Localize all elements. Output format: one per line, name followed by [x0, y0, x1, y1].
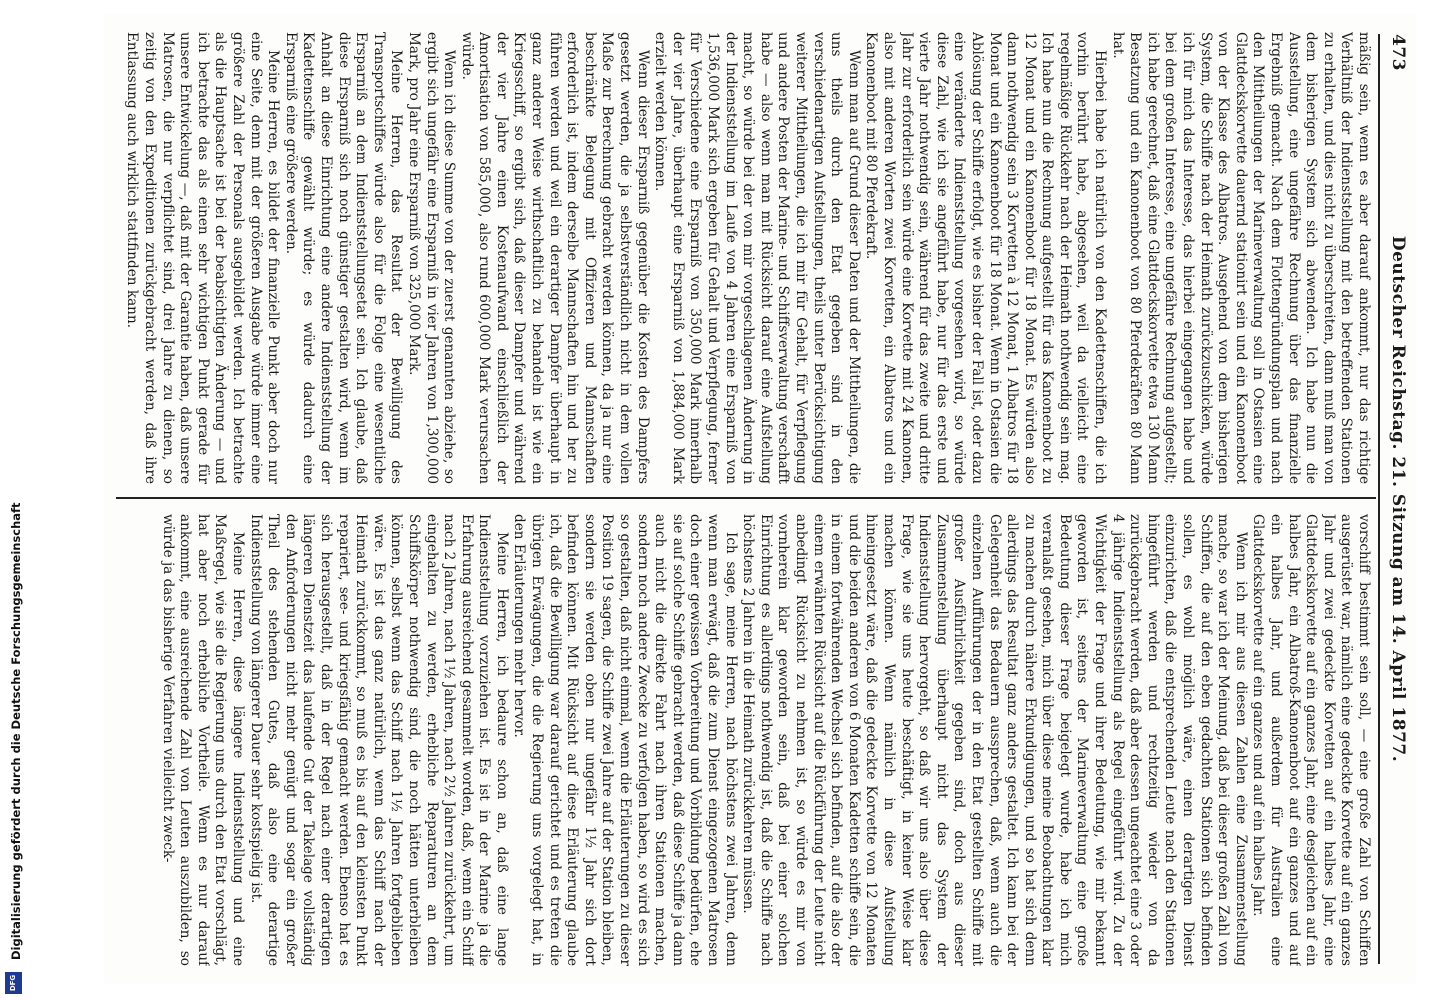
paragraph: Meine Herren, ich bedaure schon an, daß eine lange Indienststellung vorzuziehen ist. Es ist in der Marine ja die Erfahrung ausreichend gesammelt worden, daß, wenn ein Schiff nach 2 Jahren, nach 1½ Jahren, nach 2½ Jahren zurückkehrt, um eingehalten zu werden, erhebliche Reparaturen an dem Schiffskörper nothwendig sind, die noch hätten unterbleiben können, selbst wenn das Schiff nach 1½ Jahren fortgeblieben wäre. Es ist das ganz natürlich, wenn das Schiff nach der Heimath zurückkommt, so muß es bis auf den kleinsten Punkt repariert, see- und kriegsfähig gemacht werden. Ebenso hat es sich herausgestellt, daß in der Regel nach einer derartigen längeren Dienstzeit das laufende Gut der Takelage vollständig den Anforderungen nicht mehr genügt und sogar ein großer Theil des stehenden Gutes, daß also eine derartige Indienststellung von längerer Dauer sehr kostspielig ist.	[247, 514, 510, 966]
paragraph: Wenn ich mir aus diesen Zahlen eine Zusammenstellung mache, so war ich der Meinung, daß bei dieser großen Zahl von Schiffen, die auf den eben gedachten Stationen sich befinden sollen, es wohl möglich wäre, einen derartigen Dienst einzurichten, daß die entsprechenden Leute nach den Stationen hingeführt werden und rechtzeitig wieder von da zurückgebracht werden, daß aber dessen ungeachtet eine 3 oder 4 jährige Indienststellung als Regel eingeführt wird. Zu der Wichtigkeit der Frage und ihrer Bedeutung, wie mir bekannt geworden ist, seitens der Marineverwaltung eine große Bedeutung dieser Frage beigelegt wurde, habe ich mich veranlaßt gesehen, mich über diese meine Beobachtungen klar zu machen durch nähere Erkundigungen, und so hat sich denn allerdings das Resultat ganz anders gestaltet. Ich kann bei der Gelegenheit das Bedauern aussprechen, daß, wenn auch die einzelnen Aufführungen der in den Etat gestellten Schiffe mit großer Ausführlichkeit gegeben sind, doch aus dieser Zusammenstellung überhaupt nicht das System der Indienststellung hervorgeht, so daß wir uns also über diese Frage, wie sie uns heute beschäftigt, in keiner Weise klar machen können. Wenn nämlich in diese Aufstellung hineingesetzt wäre, daß die gedeckte Korvette von 12 Monaten und die beiden anderen von 6 Monaten Kadetten schiffe sein, die in einem fortwährenden Wechsel sich befinden, auf die also der einem erwähnten Rücksicht auf die Rückführung der Leute nicht anbedingt Rücksicht zu nehmen ist, so würde es mir von vornherein klar geworden sein, daß bei einer solchen Einrichtung es allerdings nothwendig ist, daß die Schiffe nach höchstens 2 Jahren in die Heimath zurückkehren müssen.	[740, 514, 1249, 966]
text-column-left	[112, 32, 1372, 484]
paragraph: vorschiff bestimmt sein soll, — eine große Zahl von Schiffen ausgerüstet war, nämlich eine gedeckte Korvette auf ein ganzes Jahr und zwei gedeckte Korvetten auf ein halbes Jahr, eine Glattdeckskorvette auf ein ganzes Jahr, eine desgleichen auf ein halbes Jahr, ein Albatroß-Kanonenboot auf ein ganzes und auf ein halbes Jahr, und außerdem für Australien eine Glattdeckskorvette auf ein ganzes und auf ein halbes Jahr.	[1250, 514, 1372, 966]
dfg-logo-text: DFG	[9, 974, 18, 992]
page-number: 473	[1388, 34, 1408, 71]
header-rule	[1378, 34, 1380, 964]
column-divider	[116, 497, 1376, 499]
paragraph: mäßig sein, wenn es aber darauf ankommt, nur das richtige Verhältniß der Indienststellung mit den betreffenden Stationen zu erhalten, und dies nicht zu überschreiten, dann muß man von dem bisherigen System sich abwenden. Ich habe nun die Ausstellung, eine ungefähre Rechnung über das finanzielle Ergebniß gemacht. Nach dem Flottengründungsplan und nach den Mittheilungen der Marineverwaltung soll in Ostasien eine Glattdeckskorvette dauernd stationirt sein und ein Kanonenboot von der Klasse des Albatros. Ausgehend von dem bisherigen System, die Schiffe nach der Heimath zurückzuschicken, würde ich für mich das Interesse, das hierbei eingegangen habe und bei dem großen Interesse, eine ungefähre Rechnung aufgestellt; ich habe gerechnet, daß eine Glattdeckskorvette etwa 130 Mann Besatzung und ein Kanonenboot von 80 Pferdekräften 80 Mann hat.	[1109, 32, 1372, 484]
paragraph: Meine Herren, das Resultat der Bewilligung des Transportschiffes würde also für die Folge eine wesentliche Ersparniß an dem Indienststellungsetat sein. Ich glaube, daß diese Ersparniß sich noch günstiger gestalten wird, wenn im Anhalt an diese Einrichtung eine andere Indienststellung der Kadettenschiffe gewählt würde; es würde dadurch eine Ersparniß eine größere werden.	[282, 32, 405, 484]
paragraph: Ich sage, meine Herren, nach höchstens zwei Jahren, denn wenn man erwägt, daß die zum Dienst eingezogenen Matrosen doch einer gewissen Vorbereitung und Vorbildung bedürfen, ehe sie auf solche Schiffe gebracht werden, daß diese Schiffe ja dann auch nicht die direkte Fahrt nach ihren Stationen machen, sondern noch andere Zwecke zu verfolgen haben, so wird es sich so gestalten, daß nicht einmal, wenn die Erläuterungen zu dieser Position 19 sagen, die Schiffe zwei Jahre auf der Station bleiben, sondern sie werden oben nur ungefähr 1½ Jahr sich dort befinden können. Mit Rücksicht auf diese Erläuterung glaube ich, daß die Bewilligung war darauf gerichtet und es treten die übrigen Erwägungen, die die Regierung uns vorgelegt hat, in den Erläuterungen mehr hervor.	[511, 514, 739, 966]
paragraph: Meine Herren, es bildet der finanzielle Punkt aber doch nur eine Seite, denn mit der größeren Ausgabe würde immer eine größere Zahl der Personals ausgebildet werden. Ich betrachte als die Hauptsache ist bei der beabsichtigten Änderung — und ich betrachte das als einen sehr wichtigen Punkt gerade für unsere Entwickelung —, daß mit der Garantie haben, daß unsere Matrosen, die nur verpflichtet sind, drei Jahre zu dienen, so zeitig von den Expeditionen zurückgebracht werden, daß ihre Entlassung auch wirklich stattfinden kann.	[124, 32, 282, 484]
paragraph: Wenn ich diese Summe von der zuerst genannten abziehe, so ergibt sich ungefähr eine Ersparniß in vier Jahren von 1,300,000 Mark, pro Jahr eine Ersparniß von 325,000 Mark.	[405, 32, 458, 484]
dfg-logo-icon	[5, 972, 22, 994]
paragraph: Wenn man auf Grund dieser Daten und der Mittheilungen, die uns theils durch den Etat gegeben sind in den verschiedenartigen Aufstellungen, theils unter Berücksichtigung weiterer Mittheilungen, die ich mir für Gehalt, für Verpflegung und andere Posten der Marine- und Schiffsverwaltung verschafft habe — also wenn man mit Rücksicht darauf eine Aufstellung macht, so würde bei der von mir vorgeschlagenen Änderung in der Indienststellung im Laufe von 4 Jahren eine Ersparniß von 1,536,000 Mark sich ergeben für Gehalt und Verpflegung, ferner für Verschiedene eine Ersparniß von 350,000 Mark innerhalb der vier Jahre, überhaupt eine Ersparniß von 1,884,000 Mark erzielt werden können.	[652, 32, 862, 484]
rotated-document-page	[104, 14, 1416, 984]
page-header	[1382, 34, 1412, 964]
scan-credit-strip	[6, 502, 25, 1000]
paragraph: Hierbei habe ich natürlich von den Kadettenschiffen, die ich vorhin berührt habe, abgesehen, weil da vielleicht eine regelmäßige Rückkehr nach der Heimath nothwendig sein mag. Ich habe nun die Rechnung aufgestellt für das Kanonenboot zu 12 Monat und ein Kanonenboot für 18 Monat. Es würden also dann nothwendig sein 3 Korvetten à 12 Monat, 1 Albatros für 18 Monat und ein Kanonenboot für 18 Monat. Wenn in Ostasien die Ablösung der Schiffe erfolgt, wie es bisher der Fall ist, oder dazu eine veränderte Indienststellung vorgesehen wird, so würde diese Zahl, wie ich sie angeführt habe, nur für das erste und vierte Jahr nothwendig sein, während für das zweite und dritte Jahr zur erforderlich sein würde eine Korvette mit 24 Kanonen, also mit anderen Worten zwei Korvetten, ein Albatros und ein Kanonenboot mit 80 Pferdekraft.	[863, 32, 1109, 484]
page-title: Deutscher Reichstag. 21. Sitzung am 14. April 1877.	[1388, 235, 1408, 763]
scan-credit-text: Digitalisierung gefördert durch die Deutsche Forschungsgemeinschaft	[9, 502, 23, 960]
paragraph: Wenn dieser Ersparniß gegenüber die Kosten des Dampfers gesetzt werden, die ja selbstverständlich nicht in dem vollen Maße zur Berechnung gebracht werden können, da ja nur eine beschränkte Belegung mit Offizieren und Mannschaften erforderlich ist, indem derselbe Mannschaften hin und her zu führen werden und weil ein derartiger Dampfer überhaupt in ganz anderer Weise wirthschaftlich zu behandeln ist wie ein Kriegsschiff, so ergibt sich, daß dieser Dampfer und während der vier Jahre einen Kostenaufwand einschließlich der Amortisation von 585,000, also rund 600,000 Mark verursachen würde.	[458, 32, 651, 484]
paragraph: Meine Herren, diese längere Indienststellung und eine Maßregel, wie sie die Regierung uns durch den Etat vorschlägt, hat aber noch erhebliche Vortheile. Wenn es nur darauf ankommt, eine ausreichende Zahl von Leuten auszubilden, so würde ja das bisherige Verfahren vielleicht zweck-	[159, 514, 246, 966]
text-column-right	[112, 514, 1372, 966]
